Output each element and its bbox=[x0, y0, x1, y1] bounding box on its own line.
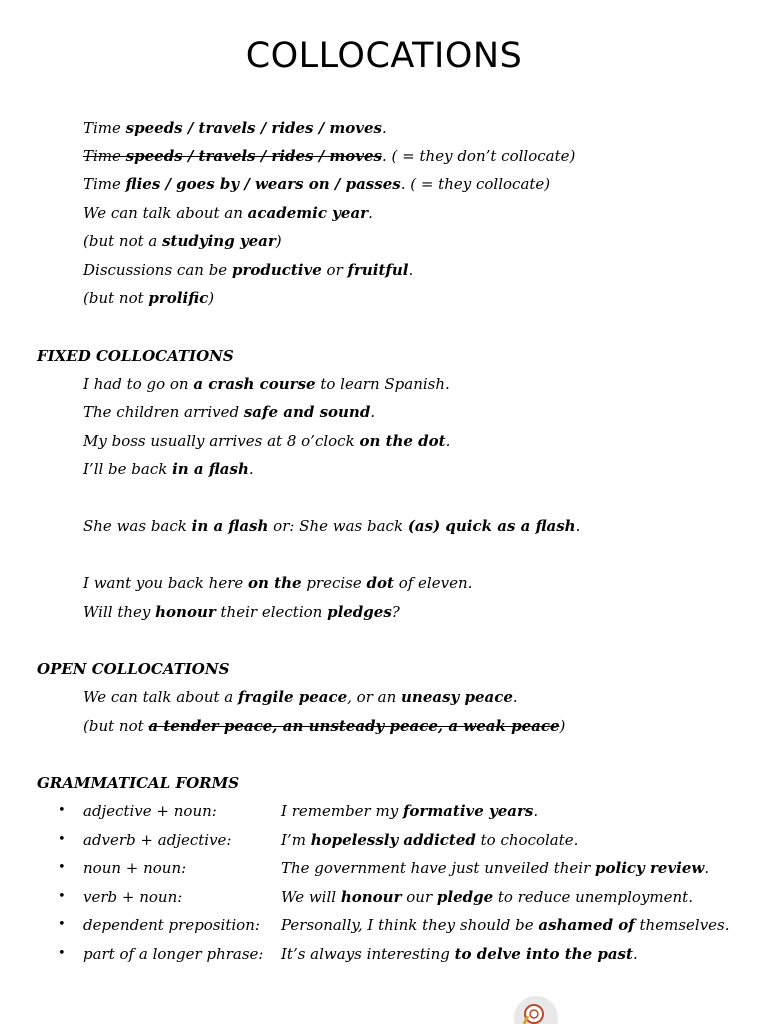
text-segment: ) bbox=[275, 232, 282, 250]
text-segment: We can talk about a bbox=[83, 688, 238, 706]
text-segment: precise bbox=[301, 574, 367, 592]
example-line bbox=[83, 402, 375, 422]
collocation-highlight: on the bbox=[248, 574, 302, 592]
text-segment: My boss usually arrives at 8 o’clock bbox=[83, 432, 360, 450]
intro-line bbox=[83, 118, 387, 138]
collocation-highlight: fragile peace bbox=[237, 688, 348, 706]
text-segment: Discussions can be bbox=[83, 261, 232, 279]
bullet-icon: • bbox=[58, 832, 66, 847]
form-example bbox=[281, 915, 730, 935]
intro-line bbox=[83, 146, 575, 166]
example-line bbox=[83, 573, 472, 593]
form-label: verb + noun: bbox=[83, 888, 183, 906]
text-segment: Time bbox=[83, 119, 126, 137]
text-segment: to chocolate. bbox=[475, 831, 579, 849]
text-segment: . bbox=[248, 460, 254, 478]
collocation-highlight: studying year bbox=[162, 232, 276, 250]
intro-line bbox=[83, 203, 373, 223]
text-segment: The children arrived bbox=[83, 403, 244, 421]
collocation-highlight: a tender peace, an unsteady peace, a weak peace bbox=[148, 717, 560, 735]
collocation-highlight: pledges bbox=[327, 603, 392, 621]
example-line bbox=[83, 374, 450, 394]
example-line bbox=[83, 716, 565, 736]
form-example bbox=[281, 830, 578, 850]
collocation-highlight: in a flash bbox=[172, 460, 249, 478]
text-segment: I had to go on bbox=[83, 375, 194, 393]
text-segment: Time bbox=[83, 147, 126, 165]
text-segment: our bbox=[401, 888, 437, 906]
text-segment: of eleven. bbox=[393, 574, 473, 592]
example-line bbox=[83, 516, 580, 536]
intro-line bbox=[83, 260, 413, 280]
collocation-highlight: uneasy peace bbox=[401, 688, 513, 706]
text-segment: I’ll be back bbox=[83, 460, 173, 478]
form-label: adverb + adjective: bbox=[83, 831, 232, 849]
example-line bbox=[83, 431, 450, 451]
text-segment: to reduce unemployment. bbox=[493, 888, 693, 906]
text-segment: . ( = they collocate) bbox=[400, 175, 551, 193]
text-segment: . bbox=[632, 945, 638, 963]
collocation-highlight: productive bbox=[231, 261, 322, 279]
collocation-highlight: pledge bbox=[436, 888, 494, 906]
form-label: noun + noun: bbox=[83, 859, 187, 877]
text-segment: . bbox=[445, 432, 451, 450]
text-segment: I want you back here bbox=[83, 574, 249, 592]
collocation-highlight: hopelessly addicted bbox=[310, 831, 476, 849]
text-segment: or: She was back bbox=[268, 517, 408, 535]
bullet-icon: • bbox=[58, 860, 66, 875]
page-title: COLLOCATIONS bbox=[245, 36, 523, 76]
text-segment: We can talk about an bbox=[83, 204, 248, 222]
collocation-highlight: academic year bbox=[247, 204, 369, 222]
text-segment: I’m bbox=[281, 831, 311, 849]
text-segment: She was back bbox=[83, 517, 192, 535]
form-example bbox=[281, 944, 638, 964]
text-segment: . bbox=[382, 119, 387, 137]
text-segment: their election bbox=[215, 603, 328, 621]
collocation-highlight: honour bbox=[340, 888, 402, 906]
text-segment: to learn Spanish. bbox=[315, 375, 450, 393]
cartoon-mascot-icon bbox=[510, 992, 562, 1024]
intro-line bbox=[83, 174, 550, 194]
collocation-highlight: (as) quick as a flash bbox=[407, 517, 576, 535]
collocation-highlight: ashamed of bbox=[538, 916, 635, 934]
collocation-highlight: safe and sound bbox=[243, 403, 371, 421]
example-line bbox=[83, 602, 400, 622]
text-segment: It’s always interesting bbox=[281, 945, 455, 963]
text-segment: . bbox=[370, 403, 376, 421]
form-label: dependent preposition: bbox=[83, 916, 260, 934]
text-segment: or bbox=[321, 261, 348, 279]
example-line bbox=[83, 459, 254, 479]
fixed-collocations-heading: FIXED COLLOCATIONS bbox=[37, 347, 234, 365]
text-segment: (but not bbox=[83, 289, 149, 307]
bullet-icon: • bbox=[58, 803, 66, 818]
text-segment: ) bbox=[208, 289, 215, 307]
form-example bbox=[281, 858, 709, 878]
grammatical-forms-heading: GRAMMATICAL FORMS bbox=[37, 774, 240, 792]
collocation-highlight: flies / goes by / wears on / passes bbox=[125, 175, 401, 193]
collocation-highlight: speeds / travels / rides / moves bbox=[125, 147, 383, 165]
intro-line bbox=[83, 288, 214, 308]
text-segment: . bbox=[533, 802, 539, 820]
collocation-highlight: honour bbox=[155, 603, 216, 621]
form-example bbox=[281, 887, 693, 907]
text-segment: themselves. bbox=[634, 916, 730, 934]
form-example bbox=[281, 801, 538, 821]
form-label: adjective + noun: bbox=[83, 802, 217, 820]
text-segment: . bbox=[408, 261, 414, 279]
text-segment: . bbox=[512, 688, 518, 706]
form-label: part of a longer phrase: bbox=[83, 945, 264, 963]
collocation-highlight: a crash course bbox=[193, 375, 316, 393]
text-segment: We will bbox=[281, 888, 341, 906]
bullet-icon: • bbox=[58, 946, 66, 961]
collocation-highlight: policy review bbox=[595, 859, 705, 877]
open-collocations-heading: OPEN COLLOCATIONS bbox=[37, 660, 230, 678]
bullet-icon: • bbox=[58, 917, 66, 932]
collocation-highlight: formative years bbox=[402, 802, 534, 820]
text-segment: Will they bbox=[83, 603, 156, 621]
text-segment: The government have just unveiled their bbox=[281, 859, 596, 877]
collocation-highlight: on the dot bbox=[359, 432, 446, 450]
text-segment: ) bbox=[559, 717, 566, 735]
collocation-highlight: speeds / travels / rides / moves bbox=[125, 119, 383, 137]
intro-line bbox=[83, 231, 282, 251]
collocation-highlight: fruitful bbox=[347, 261, 409, 279]
text-segment: I remember my bbox=[281, 802, 403, 820]
collocation-highlight: to delve into the past bbox=[454, 945, 633, 963]
text-segment: Personally, I think they should be bbox=[281, 916, 539, 934]
collocation-highlight: in a flash bbox=[191, 517, 269, 535]
text-segment: (but not a bbox=[83, 232, 163, 250]
text-segment: , or an bbox=[347, 688, 402, 706]
text-segment: . bbox=[704, 859, 710, 877]
collocation-highlight: prolific bbox=[148, 289, 209, 307]
example-line bbox=[83, 687, 518, 707]
text-segment: . ( = they don’t collocate) bbox=[382, 147, 576, 165]
text-segment: ? bbox=[391, 603, 400, 621]
bullet-icon: • bbox=[58, 889, 66, 904]
text-segment: (but not bbox=[83, 717, 149, 735]
text-segment: Time bbox=[83, 175, 126, 193]
collocation-highlight: dot bbox=[366, 574, 394, 592]
text-segment: . bbox=[575, 517, 581, 535]
text-segment: . bbox=[368, 204, 373, 222]
